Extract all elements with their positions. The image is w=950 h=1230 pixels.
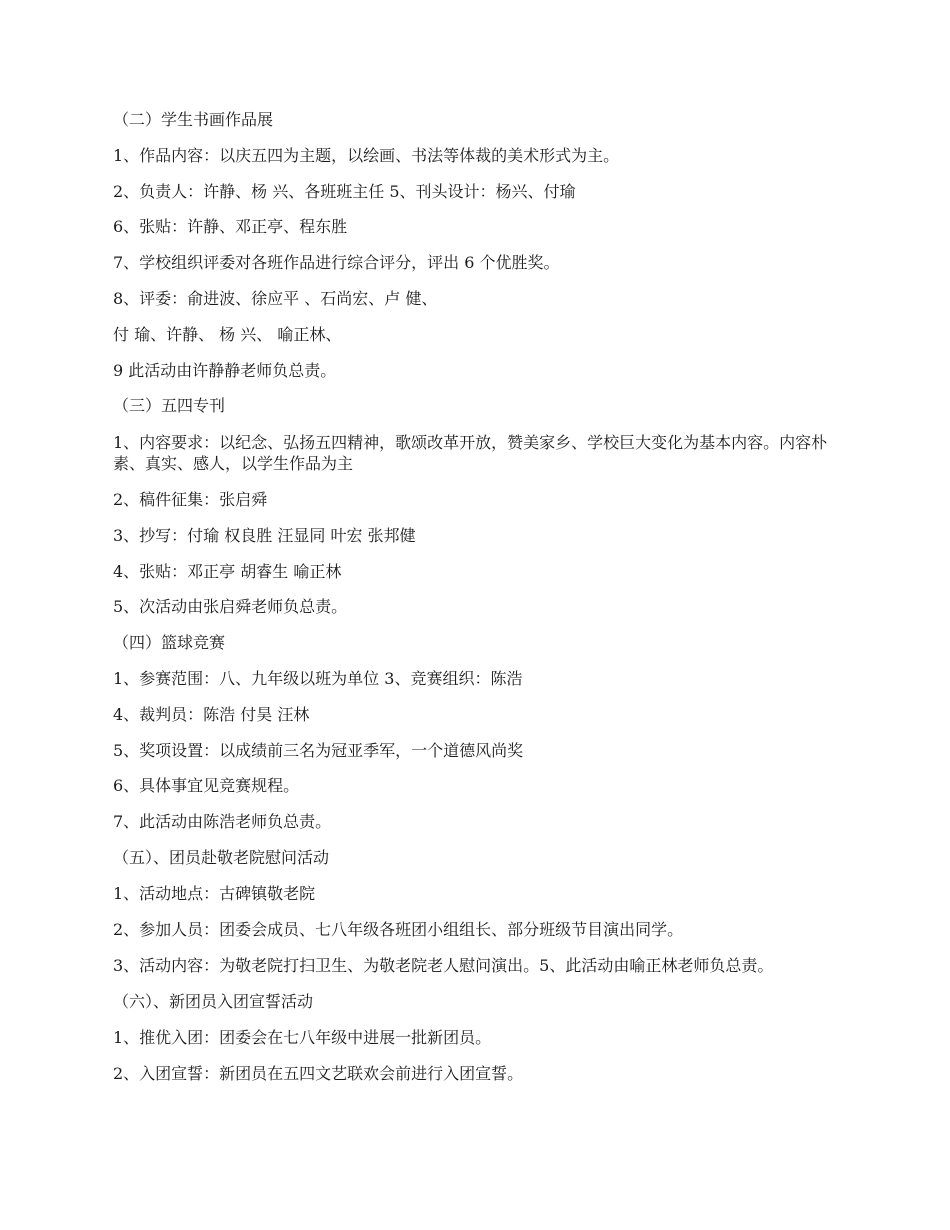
section-heading-basketball: （四）篮球竞赛 bbox=[113, 633, 226, 653]
paragraph: 2、稿件征集：张启舜 bbox=[113, 489, 268, 509]
paragraph: 1、推优入团：团委会在七八年级中进展一批新团员。 bbox=[113, 1027, 492, 1047]
paragraph: 9 此活动由许静静老师负总责。 bbox=[113, 360, 337, 380]
paragraph: 6、具体事宜见竞赛规程。 bbox=[113, 776, 300, 796]
section-heading-new-member-oath: （六）、新团员入团宣誓活动 bbox=[113, 992, 314, 1012]
paragraph: 6、张贴：许静、邓正亭、程东胜 bbox=[113, 217, 348, 237]
section-heading-nursing-home-visit: （五）、团员赴敬老院慰问活动 bbox=[113, 847, 330, 867]
paragraph: 付 瑜、许静、 杨 兴、 喻正林、 bbox=[113, 324, 342, 344]
paragraph: 4、张贴：邓正亭 胡睿生 喻正林 bbox=[113, 561, 342, 581]
paragraph: 5、次活动由张启舜老师负总责。 bbox=[113, 597, 348, 617]
paragraph: 2、参加人员：团委会成员、七八年级各班团小组组长、部分班级节目演出同学。 bbox=[113, 919, 684, 939]
paragraph: 3、抄写：付瑜 权良胜 汪显同 叶宏 张邦健 bbox=[113, 525, 416, 545]
paragraph: 2、入团宣誓：新团员在五四文艺联欢会前进行入团宣誓。 bbox=[113, 1063, 524, 1083]
paragraph: 5、奖项设置：以成绩前三名为冠亚季军，一个道德风尚奖 bbox=[113, 740, 524, 760]
paragraph: 1、内容要求：以纪念、弘扬五四精神，歌颂改革开放，赞美家乡、学校巨大变化为基本内容。内容朴素、真实、感人，以学生作品为主 bbox=[113, 433, 828, 474]
section-heading-calligraphy-exhibition: （二）学生书画作品展 bbox=[113, 110, 274, 129]
paragraph: 1、作品内容：以庆五四为主题，以绘画、书法等体裁的美术形式为主。 bbox=[113, 145, 620, 165]
document-body bbox=[113, 110, 843, 1100]
paragraph: 4、裁判员：陈浩 付昊 汪林 bbox=[113, 704, 310, 724]
paragraph: 7、此活动由陈浩老师负总责。 bbox=[113, 812, 332, 832]
paragraph: 2、负责人：许静、杨 兴、各班班主任 5、刊头设计：杨兴、付瑜 bbox=[113, 181, 576, 201]
paragraph: 8、评委：俞进波、徐应平 、石尚宏、卢 健、 bbox=[113, 288, 438, 308]
section-heading-may-fourth-special: （三）五四专刊 bbox=[113, 396, 226, 416]
paragraph: 3、活动内容：为敬老院打扫卫生、为敬老院老人慰问演出。5、此活动由喻正林老师负总责。 bbox=[113, 956, 774, 976]
paragraph: 7、学校组织评委对各班作品进行综合评分，评出 6 个优胜奖。 bbox=[113, 253, 560, 273]
paragraph: 1、活动地点：古碑镇敬老院 bbox=[113, 883, 316, 903]
paragraph: 1、参赛范围：八、九年级以班为单位 3、竞赛组织：陈浩 bbox=[113, 668, 523, 688]
